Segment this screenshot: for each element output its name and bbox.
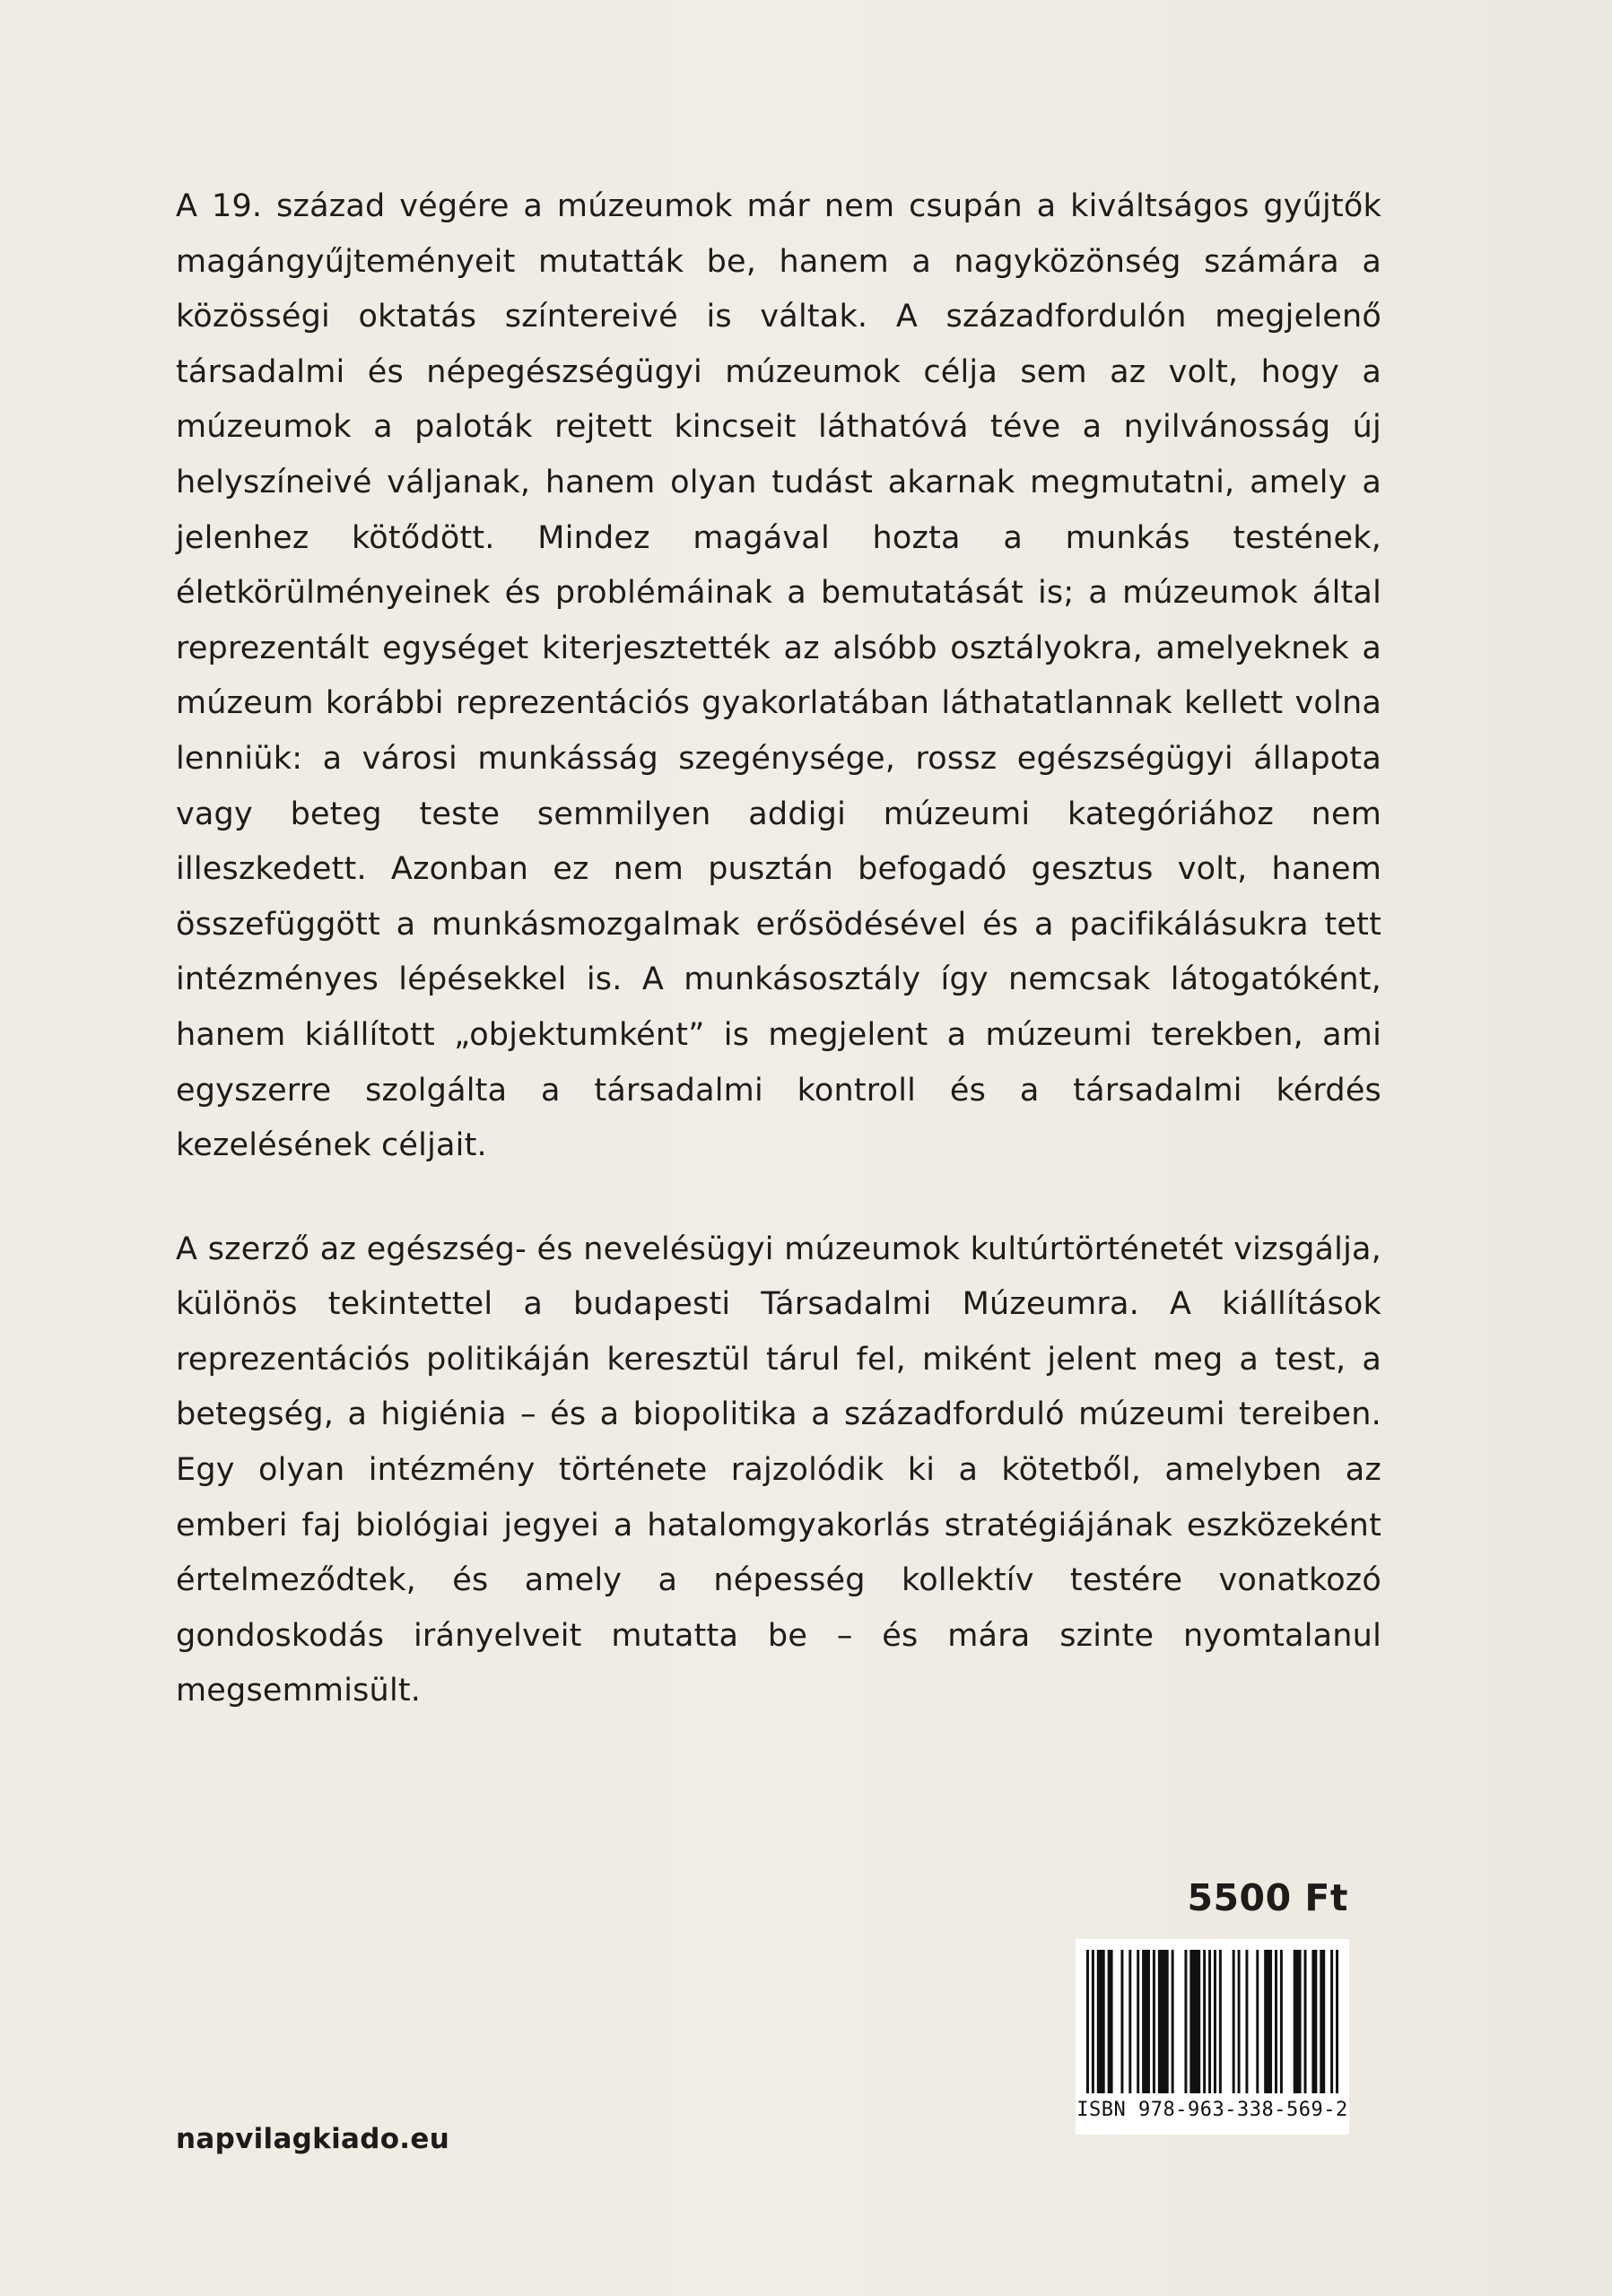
barcode-bar — [1158, 1950, 1169, 2093]
barcode-bar — [1280, 1950, 1283, 2093]
barcode-bar — [1233, 1950, 1235, 2093]
barcode-bar — [1256, 1950, 1259, 2093]
barcode-bar — [1108, 1950, 1113, 2093]
barcode-bar — [1142, 1950, 1150, 2093]
barcode-bar — [1238, 1950, 1241, 2093]
barcode-bar — [1219, 1950, 1222, 2093]
barcode-bar — [1184, 1950, 1187, 2093]
barcode-bar — [1097, 1950, 1105, 2093]
barcode-bar — [1137, 1950, 1139, 2093]
barcode-bar — [1203, 1950, 1206, 2093]
publisher-website: napvilagkiado.eu — [176, 2123, 450, 2155]
description-paragraph-2: A szerző az egészség- és nevelésügyi múzeumok kultúrtörténetét vizsgálja, különös tekintettel a budapesti Társadalmi Múzeumra. A kiállítások reprezentációs politikáján keresztül tárul fel, miként jelent meg a test, a betegség, a higiénia – és a biopolitika a századforduló múzeumi tereiben. Egy olyan intézmény története rajzolódik ki a kötetből, amelyben az emberi faj biológiai jegyei a hatalomgyakorlás stratégiájának eszközeként értelmeződtek, és amely a népesség kollektív testére vonatkozó gondoskodás irányelveit mutatta be – és mára szinte nyomtalanul megsemmisült. — [176, 1231, 1381, 1709]
barcode-bar — [1120, 1950, 1123, 2093]
barcode-bar — [1086, 1950, 1089, 2093]
barcode-bar — [1153, 1950, 1155, 2093]
barcode-bar — [1264, 1950, 1272, 2093]
price-label: 5500 Ft — [1187, 1876, 1348, 1919]
barcode-bar — [1214, 1950, 1216, 2093]
barcode-bar — [1208, 1950, 1211, 2093]
barcode-bar — [1311, 1950, 1317, 2093]
barcode-bar — [1092, 1950, 1094, 2093]
barcode-bar — [1294, 1950, 1302, 2093]
barcode-bar — [1128, 1950, 1131, 2093]
barcode-bar — [1275, 1950, 1277, 2093]
description-text — [176, 179, 1381, 1719]
barcode-bar — [1304, 1950, 1307, 2093]
barcode-bars — [1086, 1950, 1338, 2093]
barcode-bar — [1245, 1950, 1248, 2093]
barcode-bar — [1189, 1950, 1200, 2093]
barcode-bar — [1330, 1950, 1333, 2093]
isbn-number: ISBN 978-963-338-569-2 — [1076, 2099, 1348, 2121]
barcode — [1076, 1939, 1349, 2135]
barcode-bar — [1336, 1950, 1338, 2093]
description-paragraph-1: A 19. század végére a múzeumok már nem csupán a kiváltságos gyűjtők magángyűjteményeit mutatták be, hanem a nagyközönség számára a közösségi oktatás színtereivé is váltak. A századfordulón megjelenő társadalmi és népegészségügyi múzeumok célja sem az volt, hogy a múzeumok a paloták rejtett kincseit láthatóvá téve a nyilvánosság új helyszíneivé váljanak, hanem olyan tudást akarnak megmutatni, amely a jelenhez kötődött. Mindez magával hozta a munkás testének, életkörülményeinek és problémáinak a bemutatását is; a múzeumok által reprezentált egységet kiterjesztették az alsóbb osztályokra, amelyeknek a múzeum korábbi reprezentációs gyakorlatában láthatatlannak kellett volna lenniük: a városi munkásság szegénysége, rossz egészségügyi állapota vagy beteg teste semmilyen addigi múzeumi kategóriához nem illeszkedett. Azonban ez nem pusztán befogadó gesztus volt, hanem összefüggött a munkásmozgalmak erősödésével és a pacifikálásukra tett intézményes lépésekkel is. A munkásosztály így nemcsak látogatóként, hanem kiállított „objektumként” is megjelent a múzeumi terekben, ami egyszerre szolgálta a társadalmi kontroll és a társadalmi kérdés kezelésének céljait. — [176, 188, 1381, 1164]
barcode-bar — [1320, 1950, 1325, 2093]
barcode-bar — [1172, 1950, 1174, 2093]
